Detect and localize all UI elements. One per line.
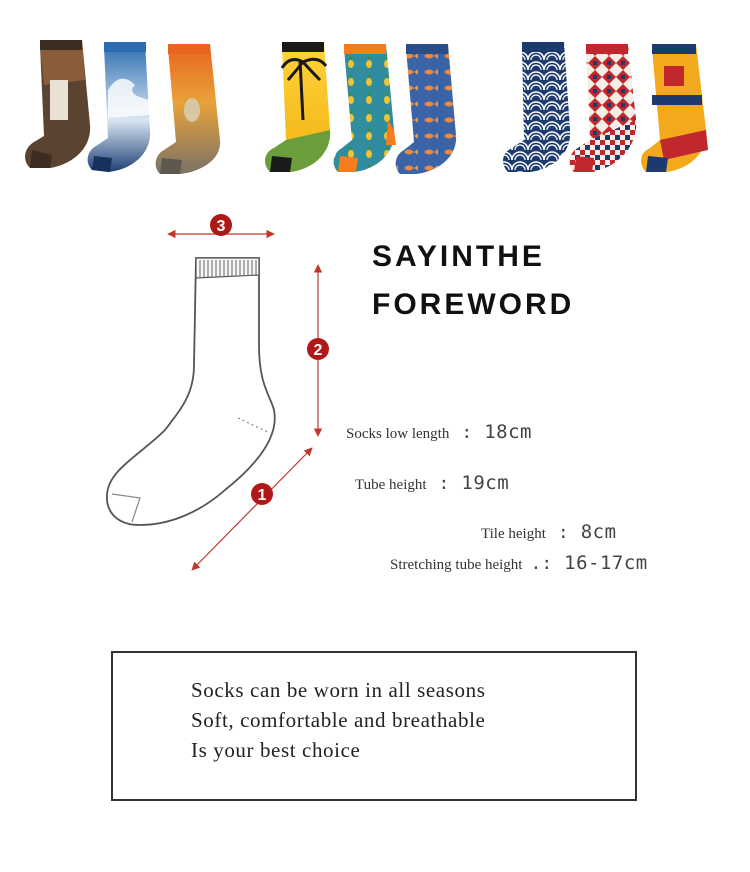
brand-name-line1: SAYINTHE — [372, 240, 545, 273]
spec-label: Tile height — [481, 526, 546, 542]
spec-socks-low-length — [346, 421, 532, 443]
spec-colon: .: — [530, 553, 553, 574]
spec-label: Stretching tube height — [390, 557, 523, 573]
feature-line-seasons: Socks can be worn in all seasons — [191, 678, 486, 702]
spec-colon: : — [438, 473, 450, 494]
sock-group-art — [25, 40, 220, 174]
spec-value: 19cm — [461, 472, 510, 494]
sock-icon — [265, 42, 330, 172]
svg-text:1: 1 — [257, 487, 267, 504]
spec-value: 8cm — [580, 521, 617, 543]
spec-value: 16-17cm — [564, 552, 648, 574]
spec-value: 18cm — [484, 421, 532, 443]
socks-product-banner — [0, 0, 750, 200]
svg-text:3: 3 — [216, 218, 226, 235]
spec-tube-height — [355, 472, 509, 494]
sock-icon — [25, 40, 90, 168]
spec-label: Tube height — [355, 477, 427, 493]
svg-text:2: 2 — [313, 342, 323, 359]
sock-outline-drawing — [107, 258, 275, 525]
feature-line-comfort: Soft, comfortable and breathable — [191, 708, 486, 732]
feature-line-choice: Is your best choice — [191, 738, 361, 762]
spec-tile-height — [481, 521, 617, 543]
sock-icon — [334, 44, 396, 172]
features-box — [111, 651, 637, 801]
spec-colon: : — [461, 422, 473, 443]
sock-icon — [641, 44, 708, 172]
sock-icon — [396, 44, 456, 174]
sock-group-tropical — [265, 42, 456, 174]
spec-label: Socks low length — [346, 426, 450, 442]
spec-stretching-tube-height — [390, 552, 648, 574]
sock-icon — [156, 44, 220, 174]
marker-2 — [307, 338, 329, 360]
marker-1 — [251, 483, 273, 505]
sock-icon — [570, 44, 636, 172]
sock-icon — [503, 42, 570, 172]
sock-icon — [88, 42, 150, 172]
sock-group-geometric — [503, 42, 708, 172]
brand-name-line2: FOREWORD — [372, 288, 575, 321]
marker-3 — [210, 214, 232, 236]
spec-colon: : — [557, 522, 569, 543]
